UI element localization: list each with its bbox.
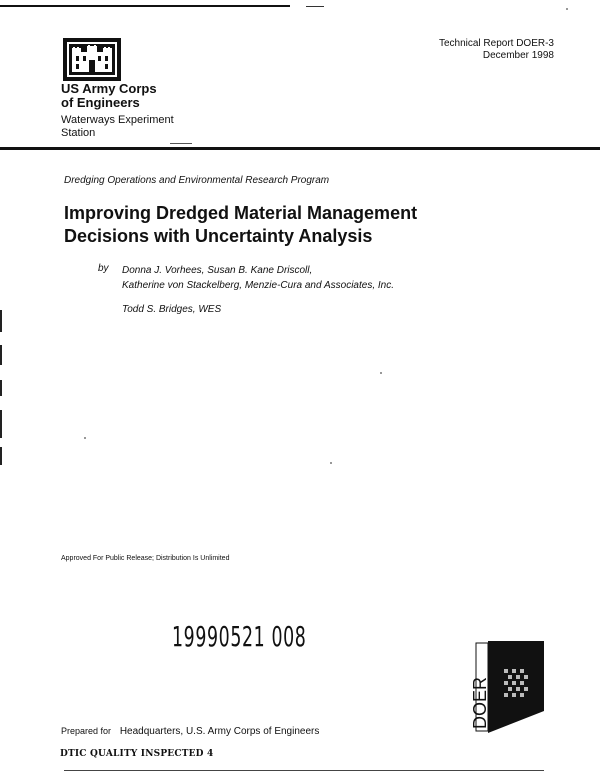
top-rule (0, 5, 290, 7)
scan-margin-mark (0, 447, 2, 465)
author-line-3: Todd S. Bridges, WES (122, 304, 222, 315)
org-line-1: US Army Corps (61, 81, 157, 96)
scan-margin-mark (0, 345, 2, 365)
title-line-1: Improving Dredged Material Management (64, 203, 418, 223)
doer-logo-icon (470, 641, 544, 733)
authors-block (122, 263, 502, 293)
bottom-rule (64, 770, 544, 771)
scan-margin-mark (0, 410, 2, 438)
document-accession-number: 19990521 008 (172, 620, 307, 653)
doer-logo-text: DOER (470, 676, 490, 729)
scan-speck (566, 8, 568, 10)
org-sub-line-2: Station (61, 127, 96, 139)
org-sub-line-1: Waterways Experiment (61, 114, 174, 126)
org-line-2: of Engineers (61, 95, 140, 110)
author-line-1: Donna J. Vorhees, Susan B. Kane Driscoll, (122, 265, 313, 276)
prepared-for (61, 726, 319, 737)
organization-name (61, 82, 221, 110)
quality-stamp: DTIC QUALITY INSPECTED 4 (60, 749, 214, 759)
scan-speck (330, 462, 332, 464)
scan-margin-mark (0, 380, 2, 396)
organization-subunit (61, 114, 221, 140)
release-statement: Approved For Public Release; Distribution Is Unlimited (61, 555, 230, 562)
scan-speck (380, 372, 382, 374)
by-label: by (98, 263, 109, 274)
scan-margin-mark (0, 310, 2, 332)
prepared-label: Prepared for (61, 726, 112, 736)
report-date: December 1998 (482, 50, 554, 61)
report-number: Technical Report DOER-3 (438, 38, 554, 49)
report-identification (439, 38, 554, 62)
document-title (64, 202, 524, 248)
header-mark (170, 143, 192, 144)
prepared-value: Headquarters, U.S. Army Corps of Engineers (119, 726, 320, 737)
title-line-2: Decisions with Uncertainty Analysis (64, 226, 373, 246)
corps-castle-logo-icon (63, 38, 121, 81)
program-name: Dredging Operations and Environmental Research Program (64, 175, 330, 186)
author-line-2: Katherine von Stackelberg, Menzie-Cura and Associates, Inc. (122, 280, 394, 291)
top-rule-fragment (306, 6, 324, 7)
scan-speck (84, 437, 86, 439)
header-divider (0, 147, 600, 150)
